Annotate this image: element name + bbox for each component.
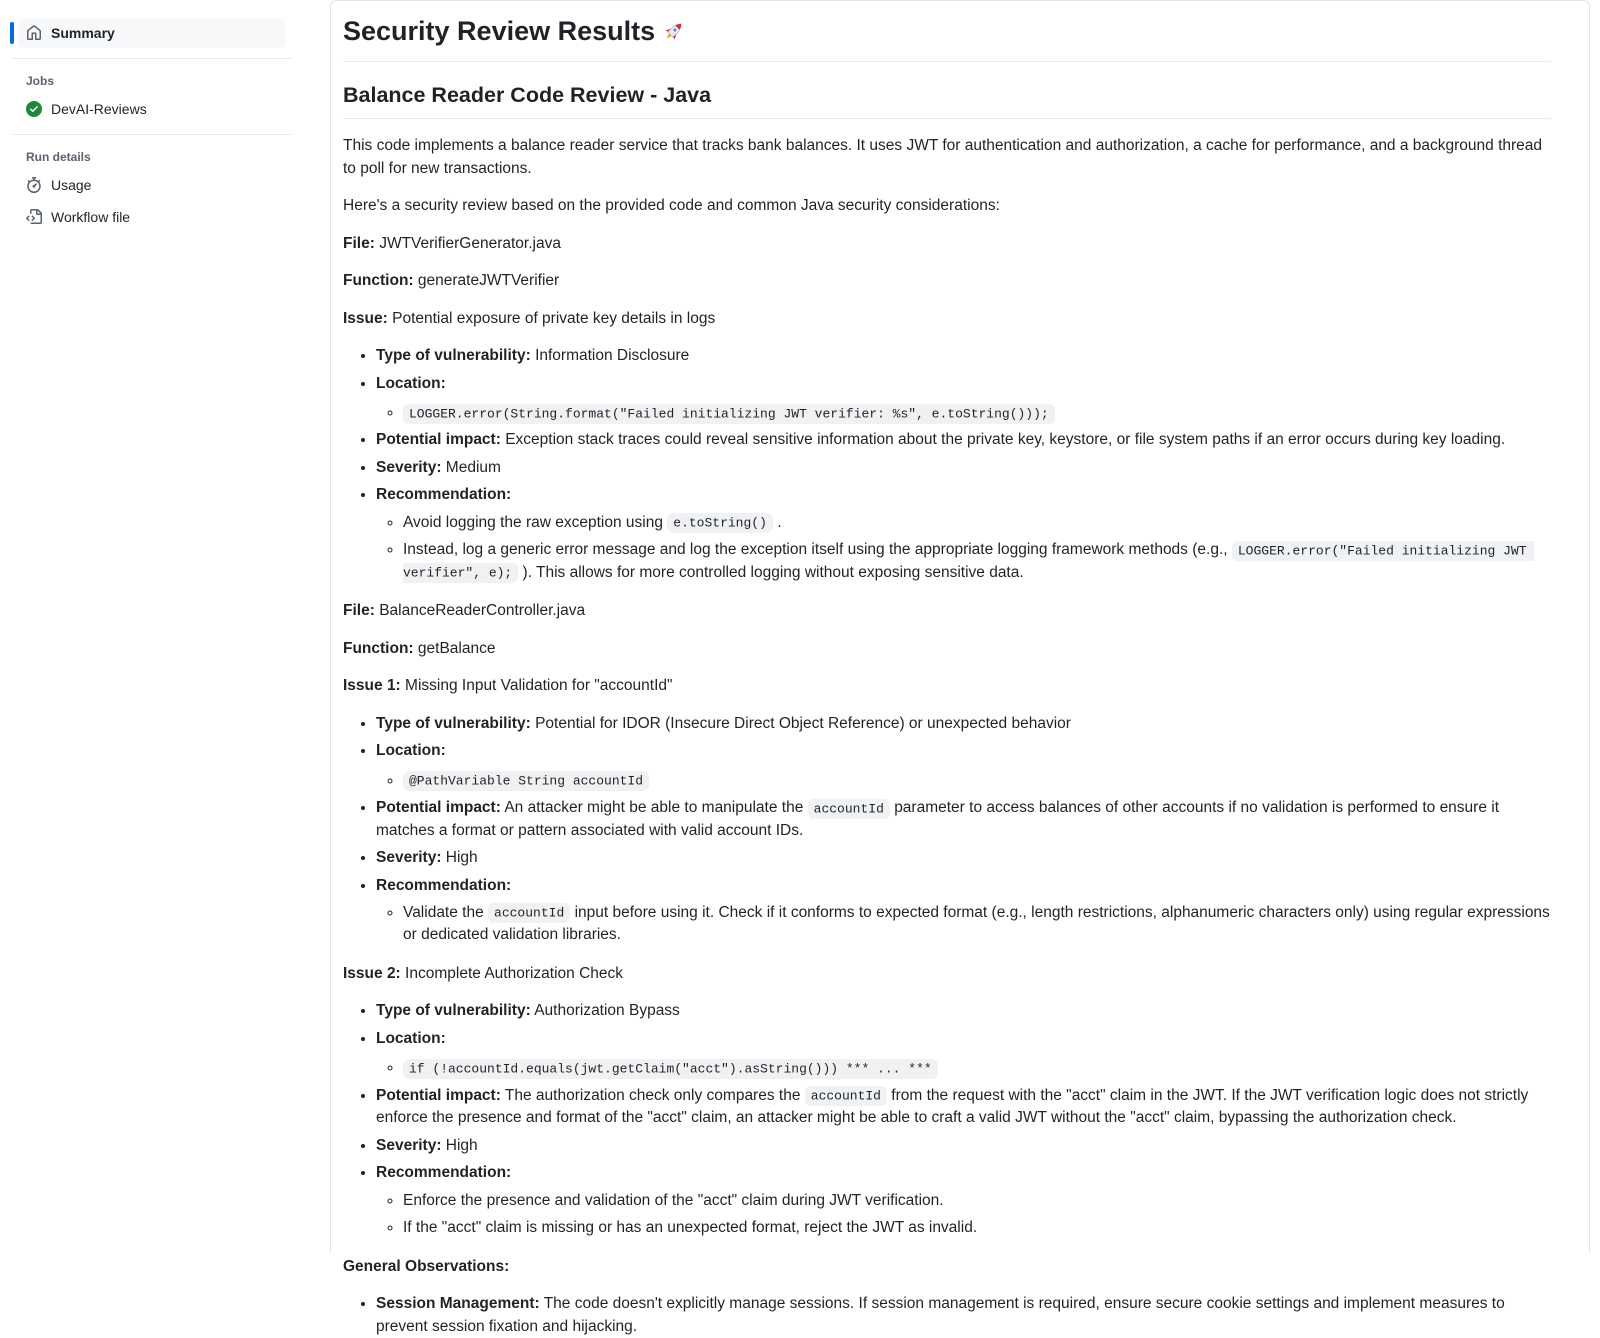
location-item: [376, 373, 1551, 425]
session-management-label: Session Management:: [376, 1295, 540, 1313]
recommendation-sub-item: ◦ Enforce the presence and validation of the "acct" claim during JWT verification.: [403, 1190, 1551, 1212]
page-title-text: Security Review Results: [343, 16, 656, 46]
sidebar-item-label: Summary: [51, 25, 115, 41]
severity-value: High: [445, 1136, 478, 1154]
severity-label: Severity:: [376, 1136, 442, 1154]
vulnerability-type-value: Information Disclosure: [535, 347, 690, 365]
sidebar-item-summary[interactable]: [18, 18, 286, 48]
recommendation-label: Recommendation:: [376, 876, 512, 894]
function-field: [343, 638, 1551, 660]
function-field: [343, 270, 1551, 292]
potential-impact-label: Potential impact:: [376, 799, 501, 817]
issue-detail-list: [343, 713, 1551, 947]
home-icon: [26, 25, 42, 41]
function-label: Function:: [343, 639, 414, 657]
session-management-value: The code doesn't explicitly manage sessions. If session management is required, ensure secure cookie settings and implement measures to prevent session fixation and hijacking.: [376, 1295, 1505, 1335]
recommendation-sublist: [376, 512, 1551, 584]
general-observations-list: [343, 1293, 1551, 1338]
vulnerability-type-value: Potential for IDOR (Insecure Direct Object Reference) or unexpected behavior: [535, 714, 1071, 732]
inline-code: if (!accountId.equals(jwt.getClaim("acct").asString())) *** ... ***: [403, 1059, 938, 1079]
issue-value: Missing Input Validation for "accountId": [405, 677, 673, 695]
location-code-item: [403, 1057, 1551, 1079]
file-code-icon: [26, 209, 42, 225]
session-management-item: [376, 1293, 1551, 1338]
active-indicator: [10, 22, 14, 44]
inline-code: accountId: [808, 799, 890, 819]
sidebar-item-job-devai-reviews[interactable]: [18, 94, 286, 124]
recommendation-sub-item: ◦ If the "acct" claim is missing or has an unexpected format, reject the JWT as invalid.: [403, 1217, 1551, 1239]
function-value: generateJWTVerifier: [417, 272, 560, 290]
location-sublist: [376, 770, 1551, 792]
stopwatch-icon: [26, 177, 42, 193]
location-code-item: [403, 770, 1551, 792]
function-label: Function:: [343, 272, 414, 290]
issue-value: Incomplete Authorization Check: [405, 964, 624, 982]
recommendation-sublist: [376, 902, 1551, 947]
recommendation-sublist: [376, 1190, 1551, 1240]
vulnerability-type-item: [376, 1000, 1551, 1022]
inline-code: accountId: [488, 903, 570, 923]
issue-field: [343, 963, 1551, 985]
recommendation-item: [376, 875, 1551, 947]
potential-impact-item: • Potential impact: An attacker might be able to manipulate the accountId parameter to access balances of other accounts if no validation is performed to ensure it matches a format or pattern associated with valid account IDs.: [376, 797, 1551, 842]
file-field: [343, 233, 1551, 255]
sidebar-divider: [12, 134, 292, 135]
sidebar-divider: [12, 58, 292, 59]
sidebar-item-workflow-file[interactable]: [18, 202, 286, 232]
severity-value: Medium: [445, 458, 501, 476]
file-label: File:: [343, 234, 375, 252]
file-value: BalanceReaderController.java: [379, 602, 586, 620]
inline-code: accountId: [805, 1086, 887, 1106]
check-circle-icon: [26, 101, 42, 117]
potential-impact-value: Exception stack traces could reveal sensitive information about the private key, keystore, or file system paths if an error occurs during key loading.: [505, 431, 1506, 449]
location-label: Location:: [376, 1029, 446, 1047]
potential-impact-label: Potential impact:: [376, 1086, 501, 1104]
location-code-item: [403, 402, 1551, 424]
issue-label: Issue 2:: [343, 964, 401, 982]
issue-value: Potential exposure of private key details in logs: [392, 309, 716, 327]
jobs-section-label: Jobs: [26, 74, 55, 88]
vulnerability-type-value: Authorization Bypass: [534, 1002, 680, 1020]
severity-item: [376, 1135, 1551, 1157]
recommendation-sub-item: ◦ Avoid logging the raw exception using e.toString() .: [403, 512, 1551, 534]
vulnerability-type-item: [376, 713, 1551, 735]
inline-code: LOGGER.error(String.format("Failed initializing JWT verifier: %s", e.toString()));: [403, 404, 1055, 424]
file-value: JWTVerifierGenerator.java: [379, 234, 561, 252]
intro-paragraph-1: This code implements a balance reader service that tracks bank balances. It uses JWT for authentication and authorization, a cache for performance, and a background thread to poll for new transactions.: [343, 137, 1543, 177]
report-title: Balance Reader Code Review - Java: [343, 82, 1551, 119]
recommendation-item: [376, 1162, 1551, 1239]
sidebar: [0, 0, 330, 1253]
severity-label: Severity:: [376, 458, 442, 476]
issue-field: [343, 675, 1551, 697]
function-value: getBalance: [417, 639, 496, 657]
vulnerability-type-label: Type of vulnerability:: [376, 1002, 531, 1020]
severity-item: [376, 457, 1551, 479]
severity-label: Severity:: [376, 849, 442, 867]
file-field: [343, 600, 1551, 622]
potential-impact-item: • Potential impact: The authorization check only compares the accountId from the request with the "acct" claim in the JWT. If the JWT verification logic does not strictly enforce the presence and format of the "acct" claim, an attacker might be able to craft a valid JWT without the "acct" claim, bypassing the authorization check.: [376, 1085, 1551, 1130]
potential-impact-label: Potential impact:: [376, 431, 501, 449]
workflow-file-label: Workflow file: [51, 209, 131, 225]
potential-impact-item: [376, 429, 1551, 451]
recommendation-sub-item: ◦ Instead, log a generic error message and log the exception itself using the appropriate logging framework methods (e.g., LOGGER.error("Failed initializing JWT verifier", e); ). This allows for more controlled logging without exposing sensitive data.: [403, 539, 1551, 584]
location-sublist: [376, 1057, 1551, 1079]
run-details-section-label: Run details: [26, 150, 91, 164]
job-name-label: DevAI-Reviews: [51, 101, 147, 117]
location-label: Location:: [376, 374, 446, 392]
page-title: [343, 15, 1551, 62]
inline-code: LOGGER.error("Failed initializing JWT verifier", e);: [403, 541, 1534, 583]
summary-panel: [330, 0, 1590, 1335]
location-item: [376, 740, 1551, 792]
issue-label: Issue 1:: [343, 677, 401, 695]
issue-label: Issue:: [343, 309, 388, 327]
recommendation-label: Recommendation:: [376, 1164, 512, 1182]
severity-value: High: [445, 849, 478, 867]
intro-paragraph-2: Here's a security review based on the provided code and common Java security considerations:: [343, 197, 1000, 215]
vulnerability-type-label: Type of vulnerability:: [376, 714, 531, 732]
general-observations-heading: General Observations:: [343, 1257, 510, 1275]
location-sublist: [376, 402, 1551, 424]
recommendation-item: [376, 484, 1551, 584]
rocket-emoji-icon: [661, 19, 686, 51]
location-label: Location:: [376, 742, 446, 760]
inline-code: e.toString(): [667, 513, 773, 533]
issue-field: [343, 308, 1551, 330]
file-label: File:: [343, 602, 375, 620]
inline-code: @PathVariable String accountId: [403, 771, 649, 791]
recommendation-label: Recommendation:: [376, 486, 512, 504]
severity-item: [376, 847, 1551, 869]
usage-label: Usage: [51, 177, 92, 193]
recommendation-sub-item: ◦ Validate the accountId input before using it. Check if it conforms to expected format (e.g., length restrictions, alphanumeric characters only) using regular expressions or dedicated validation libraries.: [403, 902, 1551, 947]
sidebar-item-usage[interactable]: [18, 170, 286, 200]
location-item: [376, 1028, 1551, 1080]
vulnerability-type-label: Type of vulnerability:: [376, 347, 531, 365]
issue-detail-list: [343, 345, 1551, 584]
issue-detail-list: [343, 1000, 1551, 1239]
vulnerability-type-item: [376, 345, 1551, 367]
